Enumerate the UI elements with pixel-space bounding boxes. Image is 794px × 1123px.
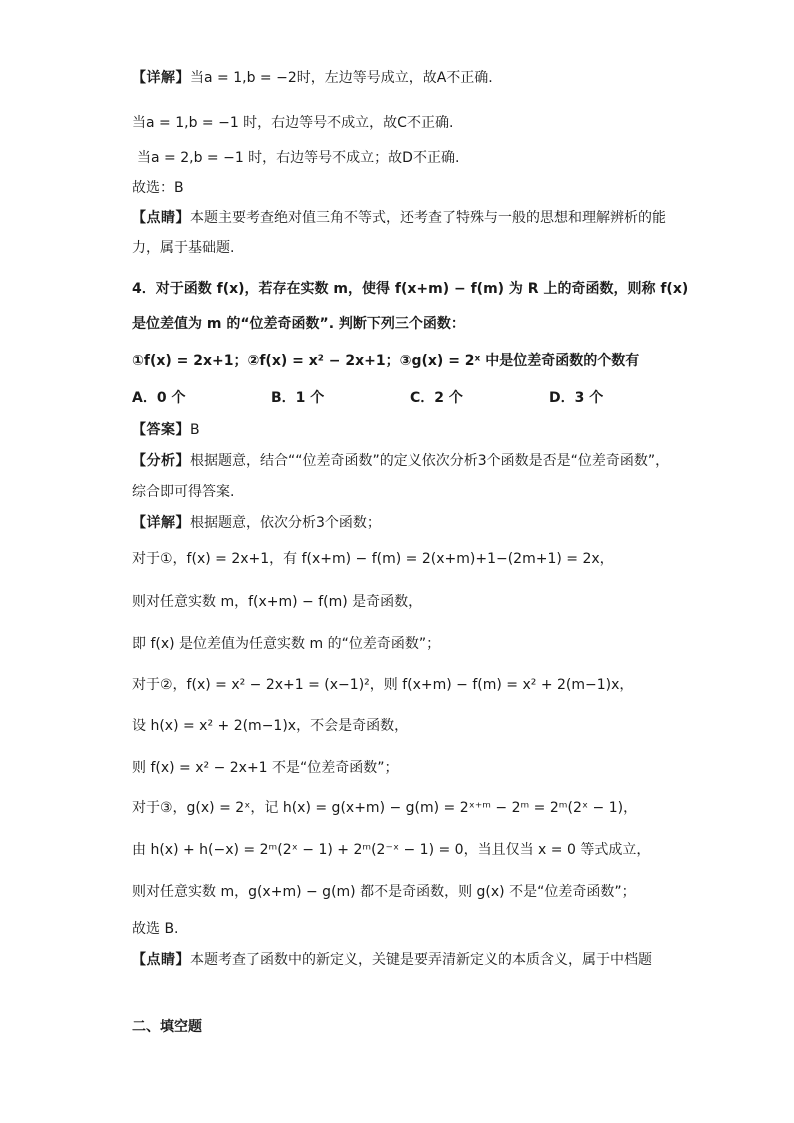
line-text: 当a = 1,b = −2时，左边等号成立，故A不正确. (190, 70, 493, 86)
section-tag-remark: 【点睛】 (132, 952, 190, 968)
text-line (132, 238, 754, 258)
line-text: 当a = 2,b = −1 时，右边等号不成立；故D不正确. (137, 150, 460, 166)
text-line (132, 68, 754, 88)
text-line (132, 592, 754, 612)
line-text: 故选 B. (132, 921, 179, 937)
section-tag-remark: 【点睛】 (132, 210, 190, 226)
line-text: 二、填空题 (132, 1019, 202, 1035)
text-line (132, 513, 754, 533)
text-line (132, 919, 754, 939)
question-stem (132, 279, 754, 299)
line-text: 力，属于基础题. (132, 240, 235, 256)
line-text: 综合即可得答案. (132, 484, 235, 500)
text-line (132, 178, 754, 198)
text-line (132, 798, 754, 818)
line-text: 对于③，g(x) = 2ˣ，记 h(x) = g(x+m) − g(m) = 2ˣ⁺ᵐ − 2ᵐ = 2ᵐ(2ˣ − 1)， (132, 800, 638, 816)
section-tag-detail: 【详解】 (132, 70, 190, 86)
line-text: B (190, 422, 200, 438)
line-text: 对于②，f(x) = x² − 2x+1 = (x−1)²，则 f(x+m) − f(m) = x² + 2(m−1)x， (132, 677, 634, 693)
section-tag-analysis: 【分析】 (132, 453, 190, 469)
text-line (132, 208, 754, 228)
line-text: 则对任意实数 m，g(x+m) − g(m) 都不是奇函数，则 g(x) 不是“位差奇函数”； (132, 884, 636, 900)
text-line (132, 113, 754, 133)
text-line (132, 420, 754, 440)
line-text: 根据题意，依次分析3个函数； (190, 515, 381, 531)
line-text: 由 h(x) + h(−x) = 2ᵐ(2ˣ − 1) + 2ᵐ(2⁻ˣ − 1) = 0，当且仅当 x = 0 等式成立， (132, 842, 651, 858)
text-line (132, 549, 754, 569)
line-text: 4．对于函数 f(x)，若存在实数 m，使得 f(x+m) − f(m) 为 R 上的奇函数，则称 f(x) (132, 281, 689, 297)
line-text: 即 f(x) 是位差值为任意实数 m 的“位差奇函数”； (132, 636, 441, 652)
line-text: 本题考查了函数中的新定义，关键是要弄清新定义的本质含义，属于中档题 (190, 952, 652, 968)
text-line (132, 758, 754, 778)
line-text: 根据题意，结合““位差奇函数”的定义依次分析3个函数是否是“位差奇函数”， (190, 453, 670, 469)
text-line (132, 716, 754, 736)
text-line (132, 840, 754, 860)
section-tag-answer: 【答案】 (132, 422, 190, 438)
text-line (132, 451, 754, 471)
text-line (132, 882, 754, 902)
option-d: D．3 个 (549, 390, 604, 406)
line-text: 是位差值为 m 的“位差奇函数”. 判断下列三个函数： (132, 316, 465, 332)
text-line (132, 482, 754, 502)
line-text: 对于①，f(x) = 2x+1，有 f(x+m) − f(m) = 2(x+m)+1−(2m+1) = 2x， (132, 551, 614, 567)
line-text: 则对任意实数 m，f(x+m) − f(m) 是奇函数， (132, 594, 423, 610)
question-stem (132, 314, 754, 334)
line-text: 故选：B (132, 180, 184, 196)
line-text: 则 f(x) = x² − 2x+1 不是“位差奇函数”； (132, 760, 399, 776)
line-text: 设 h(x) = x² + 2(m−1)x，不会是奇函数， (132, 718, 409, 734)
text-line (132, 675, 754, 695)
option-c: C．2 个 (410, 390, 463, 406)
option-a: A．0 个 (132, 390, 186, 406)
text-line (132, 634, 754, 654)
text-line (132, 950, 754, 970)
text-line (137, 148, 754, 168)
question-stem (132, 351, 754, 371)
line-text: 本题主要考查绝对值三角不等式，还考查了特殊与一般的思想和理解辨析的能 (190, 210, 666, 226)
line-text: 当a = 1,b = −1 时，右边等号不成立，故C不正确. (132, 115, 454, 131)
section-heading (132, 1017, 754, 1037)
section-tag-detail: 【详解】 (132, 515, 190, 531)
line-text: ①f(x) = 2x+1；②f(x) = x² − 2x+1；③g(x) = 2ˣ 中是位差奇函数的个数有 (132, 353, 640, 369)
option-b: B．1 个 (271, 390, 325, 406)
answer-options (132, 388, 754, 408)
